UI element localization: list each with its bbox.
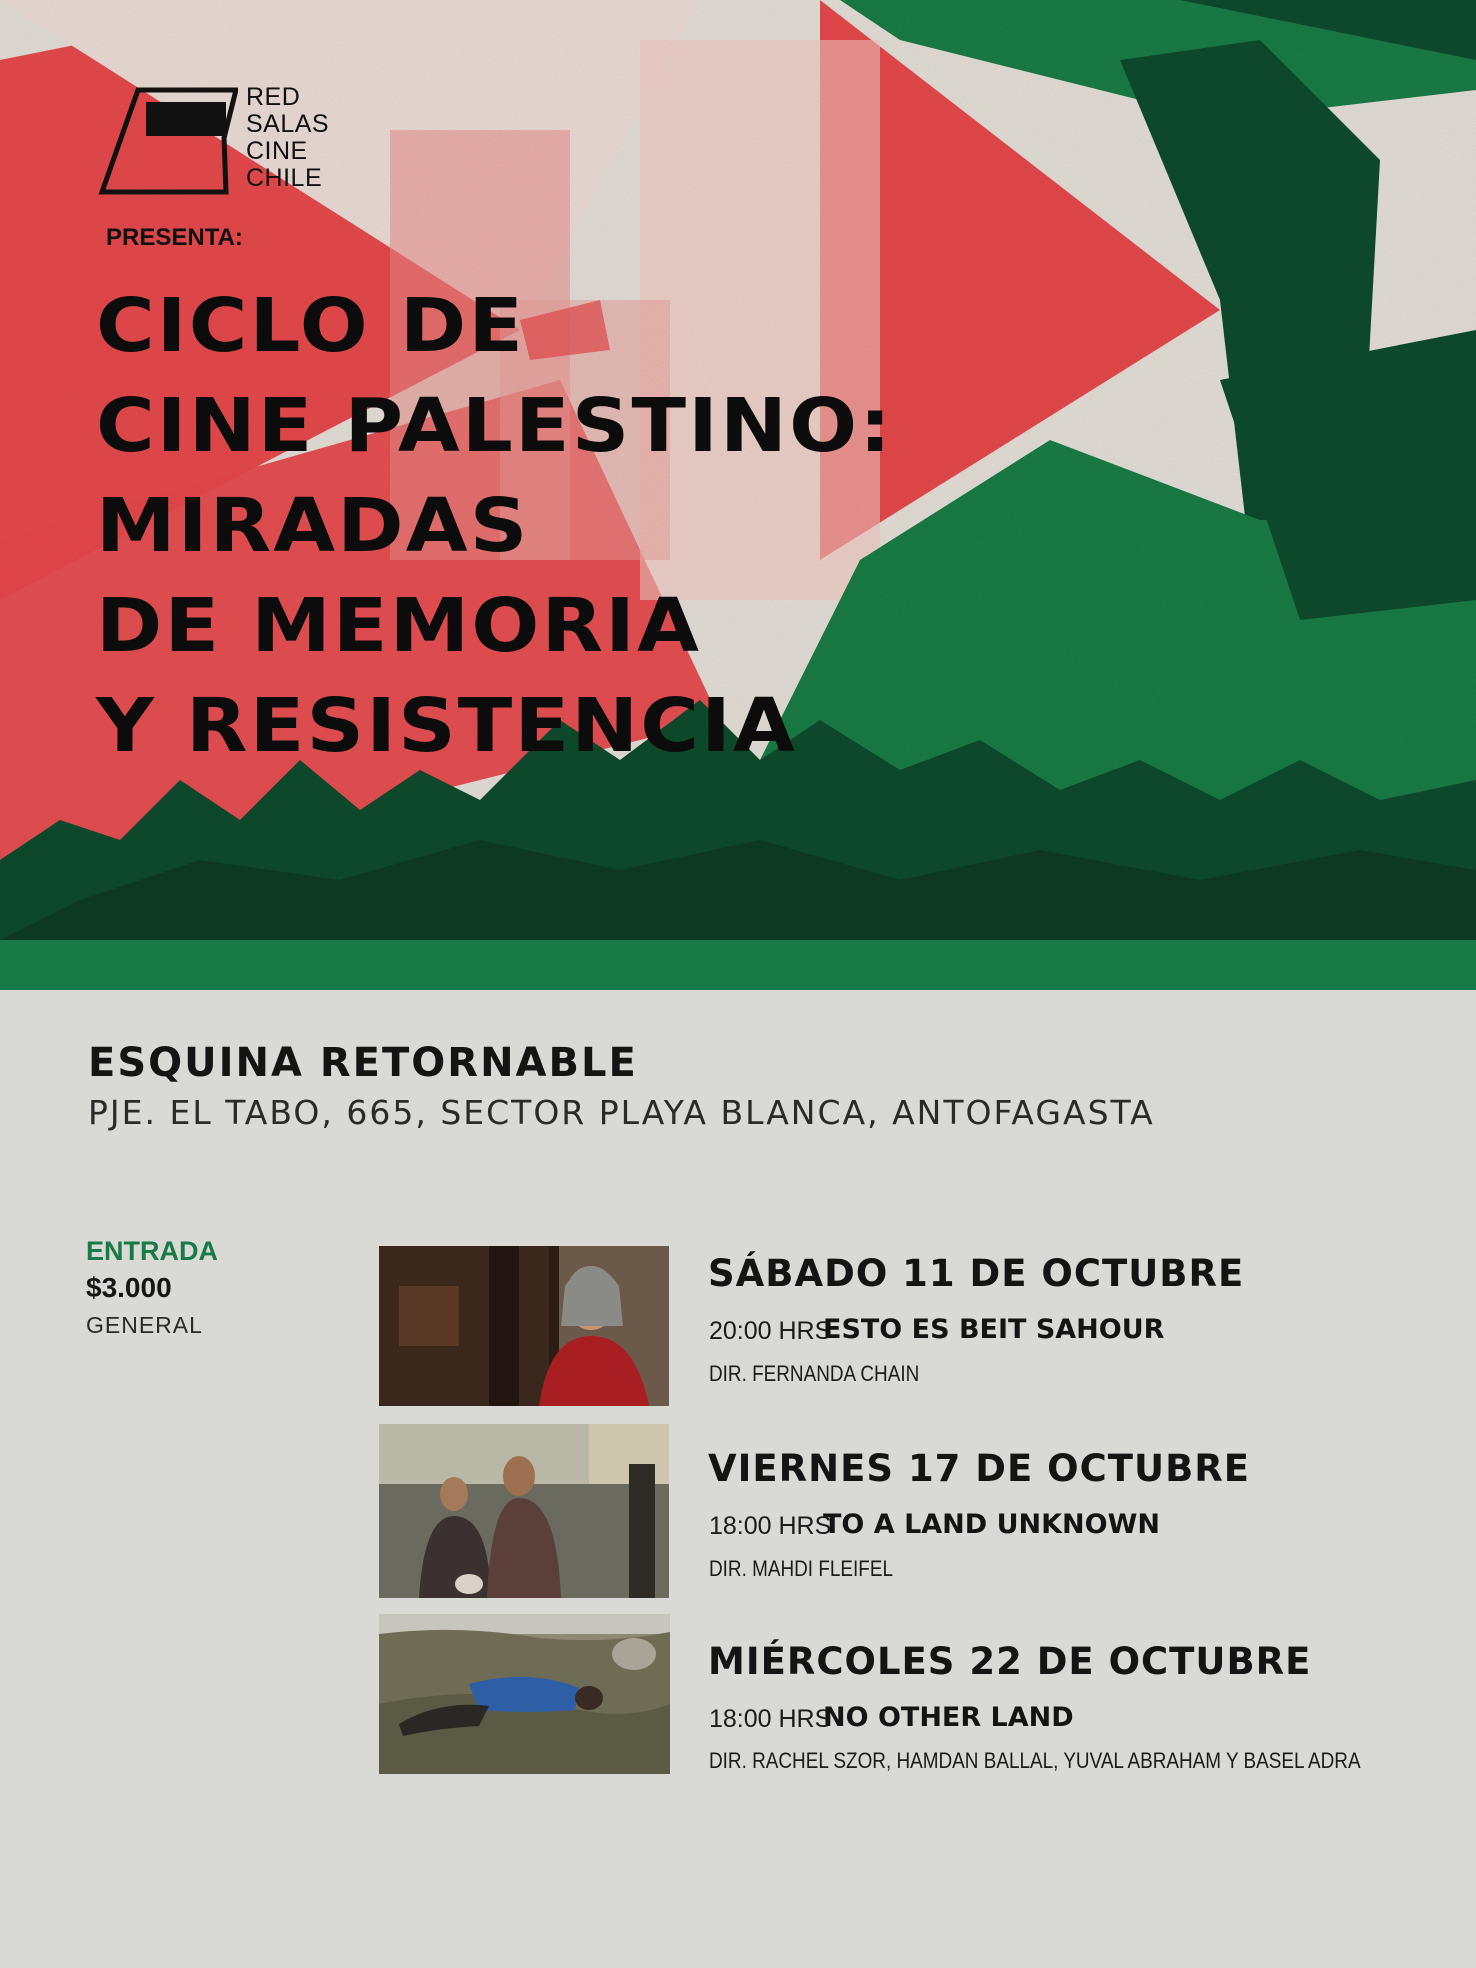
film-still-to-a-land-unknown [379,1424,669,1598]
venue-address: PJE. EL TABO, 665, SECTOR PLAYA BLANCA, ANTOFAGASTA [88,1093,1155,1132]
title-line: Y RESISTENCIA [96,683,798,769]
title-line: DE MEMORIA [96,583,702,669]
screening-time: 18:00 HRS [709,1512,832,1540]
entry-type: GENERAL [86,1312,203,1338]
logo-line: SALAS [246,110,330,138]
logo-wordmark [246,84,329,192]
film-still-image [379,1246,669,1406]
green-divider-band [0,940,1476,990]
screening-time: 18:00 HRS [709,1705,832,1733]
presenta-label: PRESENTA: [106,224,243,251]
film-still-image [379,1424,669,1598]
screening-film-title: TO A LAND UNKNOWN [823,1509,1160,1540]
red-salas-cine-chile-logo [98,82,358,200]
film-still-beit-sahour [379,1246,669,1406]
screening-date: SÁBADO 11 DE OCTUBRE [708,1252,1245,1295]
title-line: MIRADAS [96,483,530,569]
screening-director: DIR. FERNANDA CHAIN [709,1361,920,1386]
screening-film-title: NO OTHER LAND [823,1702,1074,1733]
venue-name: ESQUINA RETORNABLE [88,1040,638,1086]
screening-film-title: ESTO ES BEIT SAHOUR [823,1314,1165,1345]
logo-mark-icon [98,82,238,200]
event-title [96,276,893,776]
hero-artwork [0,0,1476,940]
entry-label: ENTRADA [86,1236,218,1266]
screening-date: VIERNES 17 DE OCTUBRE [708,1447,1251,1490]
screening-time: 20:00 HRS [709,1317,832,1345]
logo-line: CINE [246,137,308,165]
screening-director: DIR. RACHEL SZOR, HAMDAN BALLAL, YUVAL ABRAHAM Y BASEL ADRA [709,1748,1361,1773]
film-still-no-other-land [379,1614,670,1774]
film-still-image [379,1614,670,1774]
screening-director: DIR. MAHDI FLEIFEL [709,1556,893,1581]
title-line: CICLO DE [96,283,526,369]
entry-price: $3.000 [86,1272,172,1303]
screening-date: MIÉRCOLES 22 DE OCTUBRE [708,1640,1312,1683]
logo-line: RED [246,83,301,111]
logo-line: CHILE [246,164,323,192]
title-line: CINE PALESTINO: [96,383,894,469]
